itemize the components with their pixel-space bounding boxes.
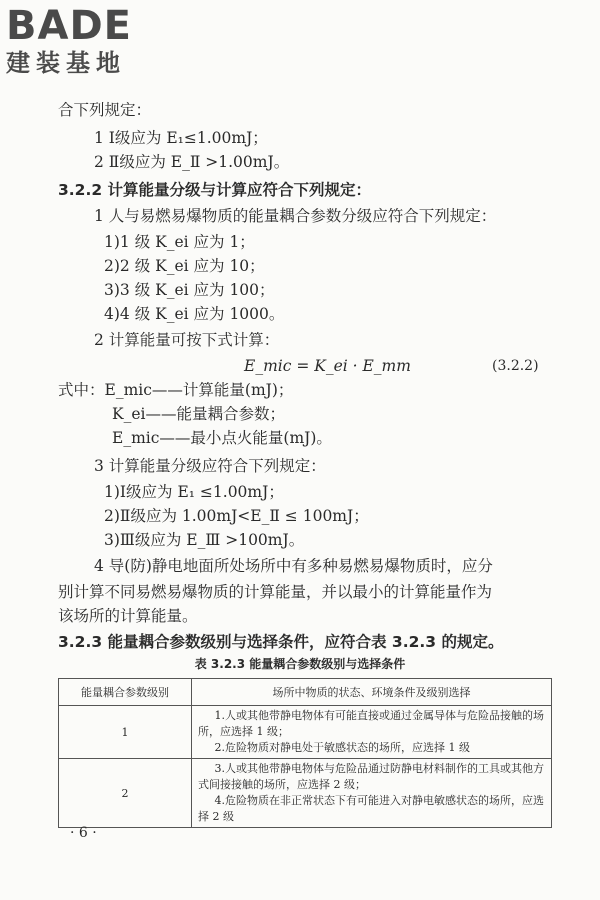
table-header-row <box>59 679 552 706</box>
text-line: 别计算不同易燃易爆物质的计算能量，并以最小的计算能量作为 <box>58 583 493 601</box>
text-line: 1)Ⅰ级应为 E₁ ≤1.00mJ； <box>104 483 284 501</box>
table-title: 表 3.2.3 能量耦合参数级别与选择条件 <box>194 657 406 671</box>
text-line: 3)3 级 K_ei 应为 100； <box>104 281 275 299</box>
table-header-cell: 场所中物质的状态、环境条件及级别选择 <box>192 679 552 706</box>
level-cell: 1 <box>59 706 192 759</box>
text-line: 式中：E_mic——计算能量(mJ)； <box>58 381 294 399</box>
text-line: E_mic——最小点火能量(mJ)。 <box>112 429 332 447</box>
text-line: 2 Ⅱ级应为 E_Ⅱ >1.00mJ。 <box>94 153 290 171</box>
text-line: 2)2 级 K_ei 应为 10； <box>104 257 265 275</box>
text-line: 4 导(防)静电地面所处场所中有多种易燃易爆物质时，应分 <box>94 557 493 575</box>
table-header-cell: 能量耦合参数级别 <box>59 679 192 706</box>
condition-text: 2.危险物质对静电处于敏感状态的场所，应选择 1 级 <box>214 741 470 754</box>
text-line: 2 计算能量可按下式计算： <box>94 331 280 349</box>
logo <box>6 4 132 78</box>
text-line: 该场所的计算能量。 <box>58 607 198 625</box>
text-line: 3)Ⅲ级应为 E_Ⅲ >100mJ。 <box>104 531 305 549</box>
text-line: 3 计算能量分级应符合下列规定： <box>94 457 326 475</box>
condition-text: 4.危险物质在非正常状态下有可能进入对静电敏感状态的场所，应选择 2 级 <box>198 794 544 823</box>
equation-number: (3.2.2) <box>492 358 539 374</box>
logo-brand: BADE <box>6 3 132 49</box>
table-row <box>59 759 552 828</box>
condition-cell <box>192 759 552 828</box>
section-heading: 3.2.2 计算能量分级与计算应符合下列规定： <box>58 181 372 199</box>
logo-subtitle: 建装基地 <box>6 49 126 77</box>
condition-text: 1.人或其他带静电物体有可能直接或通过金属导体与危险品接触的场所，应选择 1 级； <box>198 709 544 738</box>
text-line: 2)Ⅱ级应为 1.00mJ<E_Ⅱ ≤ 100mJ； <box>104 507 369 525</box>
condition-cell <box>192 706 552 759</box>
text-line: 合下列规定： <box>58 101 152 119</box>
parameter-table <box>58 678 552 828</box>
text-line: 1 人与易燃易爆物质的能量耦合参数分级应符合下列规定： <box>94 207 497 225</box>
level-cell: 2 <box>59 759 192 828</box>
section-heading: 3.2.3 能量耦合参数级别与选择条件，应符合表 3.2.3 的规定。 <box>58 633 504 651</box>
text-line: 1)1 级 K_ei 应为 1； <box>104 233 255 251</box>
equation: E_mic = K_ei · E_mm <box>244 357 411 375</box>
text-line: 4)4 级 K_ei 应为 1000。 <box>104 305 285 323</box>
text-line: 1 Ⅰ级应为 E₁≤1.00mJ； <box>94 129 268 147</box>
text-line: K_ei——能量耦合参数； <box>112 405 285 423</box>
page-number: · 6 · <box>70 825 97 841</box>
condition-text: 3.人或其他带静电物体与危险品通过防静电材料制作的工具或其他方式间接接触的场所，应选择 2 级； <box>198 762 544 791</box>
table-row <box>59 706 552 759</box>
